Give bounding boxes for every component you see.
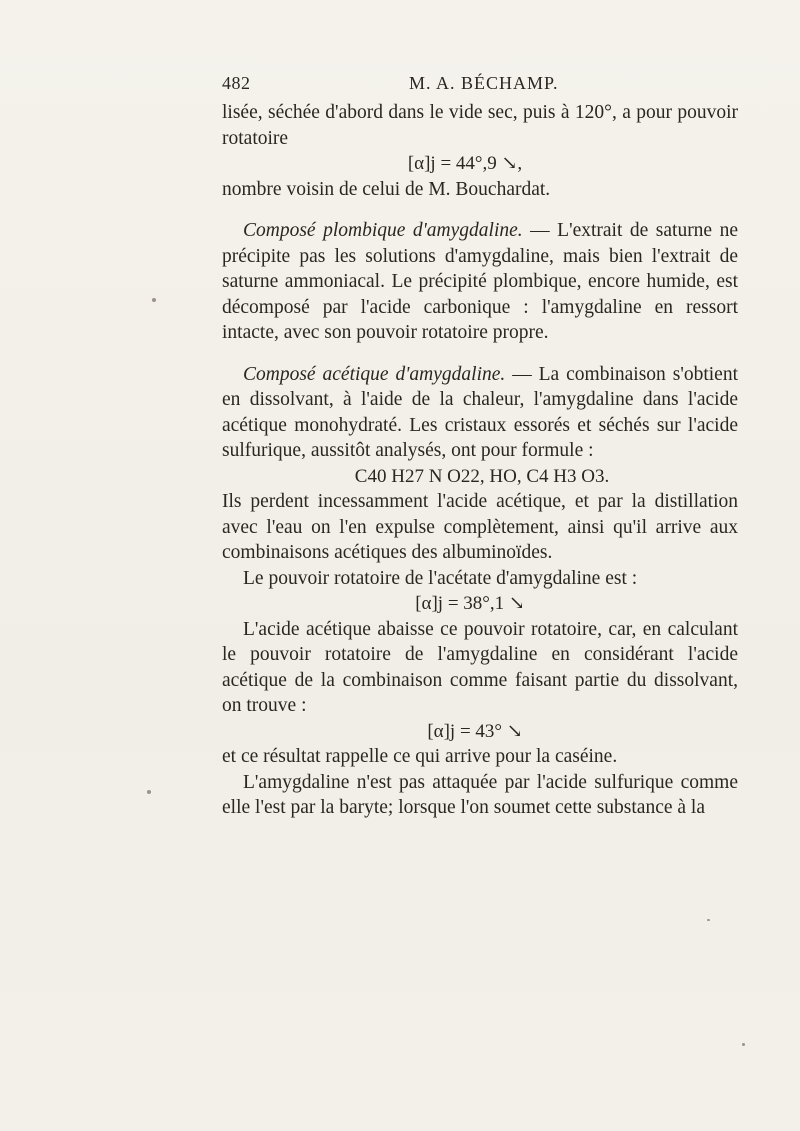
- paragraph-continuation: lisée, séchée d'abord dans le vide sec, puis à 120°, a pour pouvoir rotatoire: [222, 102, 738, 149]
- paper-speck: [742, 1043, 745, 1046]
- paragraph-acetic-compound-text: — La combinaison s'obtient en dissolvant, à l'aide de la chaleur, l'amygdaline dans l'acide acétique monohydraté. Les cristaux essorés et séchés sur l'acide sulfurique, aussitôt analysés, ont pour formule :: [222, 363, 738, 461]
- section-title-acetic-compound: Composé acétique d'amygdaline.: [243, 363, 506, 385]
- formula-rotatory-power-3: [α]j = 43° ↘: [427, 720, 523, 742]
- section-title-lead-compound: Composé plombique d'amygdaline.: [243, 220, 523, 241]
- paper-speck: [707, 919, 710, 921]
- paragraph-bouchardat: nombre voisin de celui de M. Bouchardat.: [222, 178, 551, 200]
- paragraph-acetate-power: Le pouvoir rotatoire de l'acétate d'amygdaline est :: [243, 567, 638, 589]
- paragraph-caseine: et ce résultat rappelle ce qui arrive pour la caséine.: [222, 746, 618, 767]
- paper-speck: [152, 298, 156, 302]
- formula-rotatory-power-2: [α]j = 38°,1 ↘: [415, 593, 525, 614]
- paragraph-lead-compound: [222, 218, 738, 346]
- page-number: 482: [222, 73, 251, 93]
- paper-speck: [147, 790, 151, 794]
- running-title: M. A. BÉCHAMP.: [409, 73, 559, 93]
- text-body: [222, 100, 738, 821]
- paragraph-acetic-lowers: L'acide acétique abaisse ce pouvoir rotatoire, car, en calculant le pouvoir rotatoire de l'amygdaline en considérant l'acide acétique de la combinaison comme faisant partie du dissolvant, on trouve :: [222, 618, 738, 716]
- paragraph-sulfuric: L'amygdaline n'est pas attaquée par l'acide sulfurique comme elle l'est par la baryte; lorsque l'on soumet cette substance à la: [222, 771, 738, 818]
- paragraph-acetic-compound: [222, 362, 738, 464]
- paragraph-acetic-loss: Ils perdent incessamment l'acide acétique, et par la distillation avec l'eau on l'en expulse complètement, ainsi qu'il arrive aux combinaisons acétiques des albuminoïdes.: [222, 491, 738, 563]
- formula-chemical: C40 H27 N O22, HO, C4 H3 O3.: [354, 465, 610, 487]
- formula-rotatory-power-1: [α]j = 44°,9 ↘,: [407, 153, 523, 174]
- paragraph-lead-compound-text: — L'extrait de saturne ne précipite pas les solutions d'amygdaline, mais bien l'extrait de saturne ammoniacal. Le précipité plombique, encore humide, est décomposé par l'acide carbonique : l'amygdaline en ressort intacte, avec son pouvoir rotatoire propre.: [222, 220, 738, 343]
- running-header: [222, 73, 737, 97]
